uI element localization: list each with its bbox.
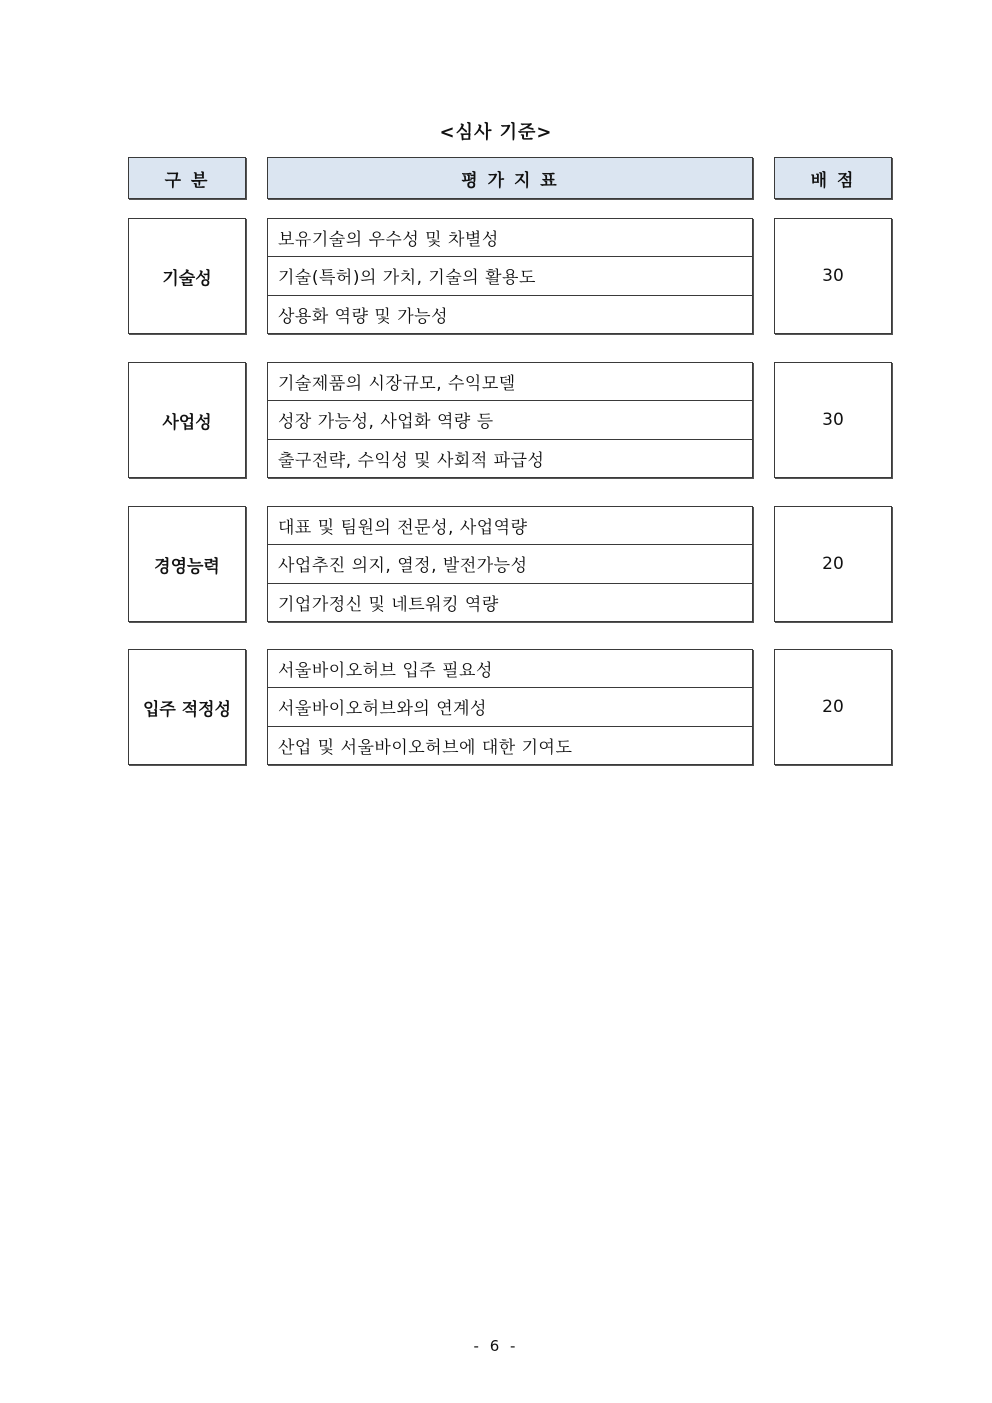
indicator-item: 서울바이오허브 입주 필요성 (268, 650, 752, 688)
indicator-group (267, 649, 753, 765)
indicator-item: 대표 및 팀원의 전문성, 사업역량 (268, 507, 752, 545)
indicator-item: 사업추진 의지, 열정, 발전가능성 (268, 545, 752, 583)
score-cell: 20 (774, 506, 892, 622)
indicator-item: 산업 및 서울바이오허브에 대한 기여도 (278, 737, 573, 758)
indicator-group (267, 362, 753, 478)
score-cell: 30 (774, 362, 892, 478)
indicator-group (267, 218, 753, 334)
indicator-item: 상용화 역량 및 가능성 (278, 306, 449, 327)
indicator-item: 기술(특허)의 가치, 기술의 활용도 (268, 257, 752, 295)
indicator-item: 서울바이오허브와의 연계성 (268, 688, 752, 726)
indicator-group (267, 506, 753, 622)
page-number: - 6 - (473, 1337, 519, 1355)
page-title: <심사 기준> (439, 122, 553, 143)
score-cell: 20 (774, 649, 892, 765)
header-category: 구 분 (128, 157, 246, 199)
indicator-item: 출구전략, 수익성 및 사회적 파급성 (278, 450, 545, 471)
header-indicators: 평 가 지 표 (267, 157, 753, 199)
indicator-item: 보유기술의 우수성 및 차별성 (268, 219, 752, 257)
indicator-item: 기술제품의 시장규모, 수익모델 (268, 363, 752, 401)
indicator-item: 기업가정신 및 네트워킹 역량 (278, 594, 499, 615)
indicator-item: 성장 가능성, 사업화 역량 등 (268, 401, 752, 439)
score-cell: 30 (774, 218, 892, 334)
category-cell: 경영능력 (128, 506, 246, 622)
category-cell: 사업성 (128, 362, 246, 478)
header-score: 배 점 (774, 157, 892, 199)
category-cell: 입주 적정성 (128, 649, 246, 765)
category-cell: 기술성 (128, 218, 246, 334)
